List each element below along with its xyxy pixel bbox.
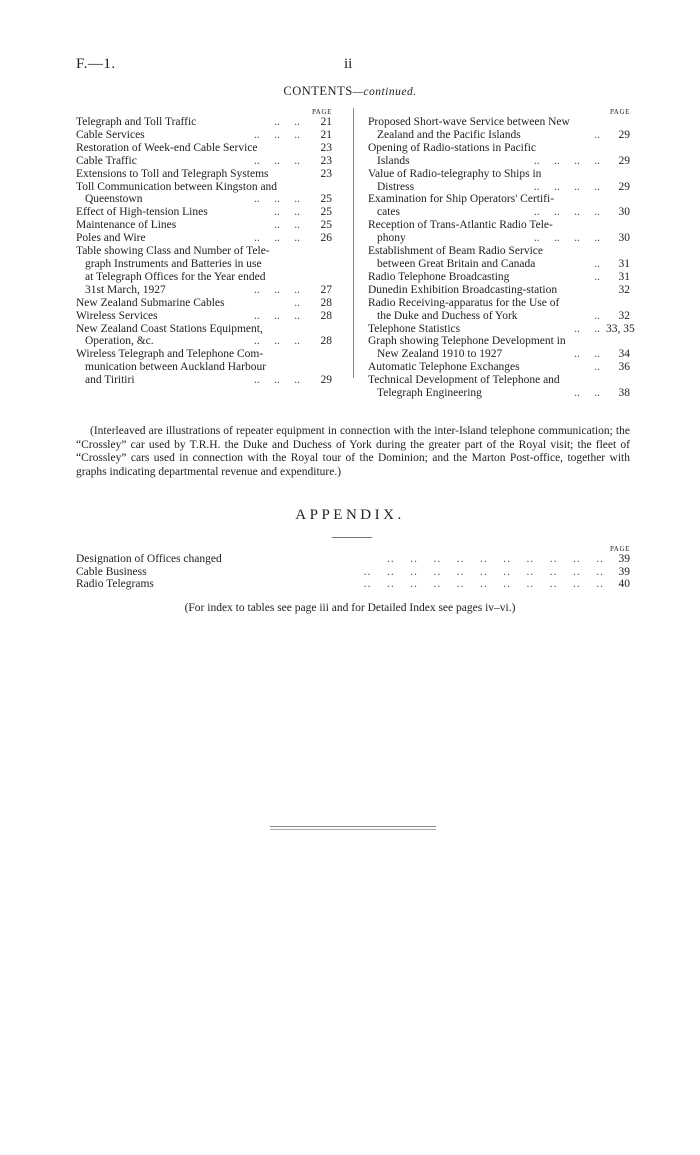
leader-dots: .. .. ..: [254, 309, 300, 322]
entry-title-line: Wireless Services: [76, 309, 158, 322]
leader-dots: .. .. ..: [254, 154, 300, 167]
entry-row: [76, 206, 332, 219]
entry-page-number: 23: [320, 154, 332, 167]
appendix-entry: [76, 566, 630, 579]
entry-title-line: Zealand and the Pacific Islands: [377, 128, 521, 141]
entry-title-line: Maintenance of Lines: [76, 219, 177, 232]
entry-title-line: Queenstown: [85, 193, 143, 206]
entry-title-line: 31st March, 1927: [85, 283, 166, 296]
entry-page-number: 23: [320, 167, 332, 180]
footer-rule: [270, 829, 436, 830]
entry-title-line: Telegraph Engineering: [377, 387, 482, 400]
leader-dots: .. .. ..: [254, 283, 300, 296]
leader-dots: .. ..: [574, 322, 600, 335]
entry-title-line: Radio Telephone Broadcasting: [368, 270, 510, 283]
contents-entry: [368, 116, 630, 142]
entry-row: [368, 232, 630, 245]
leader-dots: .. .. .. .. .. .. .. .. .. ..: [387, 553, 604, 565]
contents-entry: [76, 245, 332, 297]
entry-title-line: Graph showing Telephone Development in: [368, 335, 566, 348]
contents-entry: [368, 219, 630, 245]
entry-title-line: between Great Britain and Canada: [377, 257, 536, 270]
entry-page-number: 29: [618, 180, 630, 193]
entry-row: [368, 258, 630, 271]
contents-entry: [368, 245, 630, 271]
entry-row: [76, 193, 332, 206]
entry-row: [368, 155, 630, 168]
entry-title-line: Automatic Telephone Exchanges: [368, 361, 520, 374]
entry-title-line: graph Instruments and Batteries in use: [85, 257, 262, 270]
appendix-page-number: 40: [618, 578, 630, 590]
appendix-entry-title: Designation of Offices changed: [76, 553, 222, 565]
entry-page-number: 23: [320, 141, 332, 154]
entry-title-line: Operation, &c.: [85, 335, 154, 348]
entry-title-line: Telephone Statistics: [368, 322, 461, 335]
contents-entry: [76, 310, 332, 323]
leader-dots: ..: [594, 257, 600, 270]
appendix-title: APPENDIX.: [295, 507, 405, 523]
leader-dots: .. .. .. ..: [533, 154, 600, 167]
entry-page-number: 34: [618, 348, 630, 361]
entry-title-line: and Tiritiri: [85, 374, 135, 387]
entry-title-line: New Zealand 1910 to 1927: [377, 348, 503, 361]
leader-dots: .. .. ..: [254, 193, 300, 206]
entry-title-line: New Zealand Submarine Cables: [76, 296, 225, 309]
leader-dots: .. .. .. .. .. .. .. .. .. .. ..: [363, 578, 604, 590]
entry-row: [76, 284, 332, 297]
entry-page-number: 30: [618, 206, 630, 219]
appendix-entry-title: Radio Telegrams: [76, 578, 154, 590]
entry-title-line: Extensions to Toll and Telegraph Systems: [76, 167, 269, 180]
entry-page-number: 28: [320, 296, 332, 309]
leader-dots: .. ..: [574, 387, 600, 400]
leader-dots: .. .. .. ..: [533, 206, 600, 219]
contents-entry: [368, 284, 630, 297]
contents-entry: [76, 348, 332, 387]
entry-title-line: Opening of Radio-stations in Pacific: [368, 141, 536, 154]
entry-row: [368, 284, 630, 297]
entry-row: [76, 335, 332, 348]
contents-entry: [76, 116, 332, 129]
leader-dots: ..: [594, 309, 600, 322]
leader-dots: ..: [594, 128, 600, 141]
appendix-entry: [76, 553, 630, 566]
leader-dots: .. .. .. ..: [533, 180, 600, 193]
entry-title-line: Reception of Trans-Atlantic Radio Tele-: [368, 219, 553, 232]
contents-entry: [76, 129, 332, 142]
entry-row: [76, 168, 332, 181]
entry-page-number: 30: [618, 232, 630, 245]
entry-page-number: 31: [618, 270, 630, 283]
entry-page-number: 29: [618, 128, 630, 141]
contents-entry: [368, 271, 630, 284]
contents-entry: [368, 142, 630, 168]
contents-right-column: [368, 108, 635, 400]
contents-entry: [76, 142, 332, 155]
entry-page-number: 29: [320, 374, 332, 387]
entry-row: [76, 374, 332, 387]
entry-page-number: 31: [618, 257, 630, 270]
entry-page-number: 27: [320, 283, 332, 296]
leader-dots: .. .. ..: [254, 335, 300, 348]
entry-page-number: 21: [320, 116, 332, 128]
leader-dots: .. .. ..: [254, 232, 300, 245]
contents-entry: [76, 219, 332, 232]
entry-row: [76, 116, 332, 129]
entry-page-number: 21: [320, 128, 332, 141]
entry-row: [368, 322, 635, 336]
appendix-entry: [76, 578, 630, 591]
entry-row: [368, 348, 630, 361]
entry-title-line: Distress: [377, 180, 415, 193]
entry-title-line: Examination for Ship Operators' Certifi-: [368, 193, 555, 206]
left-contents-list: [76, 116, 332, 387]
index-note: (For index to tables see page iii and for Detailed Index see pages iv–vi.): [184, 602, 516, 614]
leader-dots: .. ..: [274, 219, 300, 232]
contents-entry: [76, 323, 332, 349]
contents-entry: [368, 374, 630, 400]
entry-page-number: 32: [618, 283, 630, 296]
entry-title-line: at Telegraph Offices for the Year ended: [85, 270, 266, 283]
entry-title-line: Establishment of Beam Radio Service: [368, 245, 544, 258]
entry-page-number: 36: [618, 361, 630, 374]
contents-entry: [76, 181, 332, 207]
contents-entry: [76, 168, 332, 181]
entry-title-line: cates: [377, 206, 400, 219]
entry-row: [368, 181, 630, 194]
entry-page-number: 25: [320, 193, 332, 206]
entry-title-line: Effect of High-tension Lines: [76, 206, 208, 219]
illustrations-note: (Interleaved are illustrations of repeater equipment in connection with the inter-Island telephone communication; the “Crossley” car used by T.R.H. the Duke and Duchess of York during the greater part of the Royal visit; the fleet of “Crossley” cars used in connection with the Royal tour of the Dominion; and the Marton Post-office, together with graphs indicating departmental revenue and expenditure.): [76, 425, 630, 478]
contents-title-text: CONTENTS: [283, 84, 353, 98]
entry-row: [76, 297, 332, 310]
entry-title-line: Cable Services: [76, 128, 145, 141]
leader-dots: ..: [594, 270, 600, 283]
entry-page-number: 29: [618, 154, 630, 167]
appendix-page-number: 39: [618, 553, 630, 565]
entry-row: [368, 361, 630, 374]
entry-title-line: munication between Auckland Harbour: [85, 361, 267, 374]
entry-title-line: Radio Receiving-apparatus for the Use of: [368, 296, 560, 309]
entry-row: [368, 387, 630, 400]
entry-page-number: 26: [320, 232, 332, 245]
contents-left-column: [76, 108, 332, 387]
contents-entry: [368, 297, 630, 323]
entry-title-line: New Zealand Coast Stations Equipment,: [76, 322, 263, 335]
entry-title-line: Poles and Wire: [76, 232, 146, 245]
appendix-list: [76, 553, 630, 591]
leader-dots: .. ..: [274, 116, 300, 128]
page-number: ii: [344, 56, 353, 72]
leader-dots: .. ..: [274, 206, 300, 219]
leader-dots: .. .. ..: [254, 128, 300, 141]
entry-title-line: Restoration of Week-end Cable Service: [76, 141, 258, 154]
leader-dots: ..: [294, 296, 300, 309]
entry-row: [368, 129, 630, 142]
appendix-rule: [332, 537, 372, 538]
leader-dots: .. .. .. .. .. .. .. .. .. .. ..: [363, 565, 604, 578]
entry-title-line: Table showing Class and Number of Tele-: [76, 245, 270, 258]
leader-dots: .. .. ..: [254, 374, 300, 387]
document-id: F.—1.: [76, 56, 116, 72]
entry-page-number: 38: [618, 387, 630, 400]
contents-entry: [368, 322, 635, 336]
contents-entry: [368, 168, 630, 194]
entry-title-line: Value of Radio-telegraphy to Ships in: [368, 167, 542, 180]
entry-row: [368, 310, 630, 323]
entry-title-line: phony: [377, 232, 406, 245]
entry-title-line: Islands: [377, 154, 410, 167]
leader-dots: ..: [594, 361, 600, 374]
entry-row: [76, 310, 332, 323]
entry-page-number: 25: [320, 206, 332, 219]
contents-entry: [76, 155, 332, 168]
entry-row: [368, 206, 630, 219]
contents-entry: [368, 193, 630, 219]
leader-dots: .. .. .. ..: [533, 232, 600, 245]
entry-row: [368, 271, 630, 284]
right-contents-list: [368, 116, 635, 400]
entry-title-line: Technical Development of Telephone and: [368, 374, 560, 387]
entry-title-line: Proposed Short-wave Service between New: [368, 116, 570, 128]
entry-row: [76, 219, 332, 232]
contents-entry: [76, 206, 332, 219]
footer-rule: [270, 826, 436, 827]
entry-title-line: Telegraph and Toll Traffic: [76, 116, 197, 128]
leader-dots: .. ..: [574, 348, 600, 361]
contents-title: [0, 84, 700, 99]
entry-page-number: 32: [618, 309, 630, 322]
entry-title-line: Cable Traffic: [76, 154, 137, 167]
entry-row: [76, 155, 332, 168]
appendix-page-number: 39: [618, 565, 630, 578]
contents-entry: [368, 335, 630, 361]
contents-title-suffix: —continued.: [352, 86, 417, 98]
page-column-label: PAGE: [609, 545, 630, 553]
entry-row: [76, 129, 332, 142]
contents-entry: [76, 297, 332, 310]
entry-page-number: 33, 35: [606, 322, 635, 335]
entry-row: [76, 232, 332, 245]
entry-page-number: 25: [320, 219, 332, 232]
appendix-entry-title: Cable Business: [76, 565, 147, 578]
page-column-label: PAGE: [609, 108, 630, 116]
contents-entry: [76, 232, 332, 245]
appendix-contents: [76, 545, 630, 591]
column-divider: [353, 108, 354, 378]
entry-title-line: Toll Communication between Kingston and: [76, 180, 278, 193]
entry-title-line: Dunedin Exhibition Broadcasting-station: [368, 283, 558, 296]
page-column-label: PAGE: [311, 108, 332, 116]
contents-entry: [368, 361, 630, 374]
entry-page-number: 28: [320, 335, 332, 348]
entry-page-number: 28: [320, 309, 332, 322]
entry-row: [76, 142, 332, 155]
entry-title-line: Wireless Telegraph and Telephone Com-: [76, 348, 264, 361]
entry-title-line: the Duke and Duchess of York: [377, 309, 518, 322]
